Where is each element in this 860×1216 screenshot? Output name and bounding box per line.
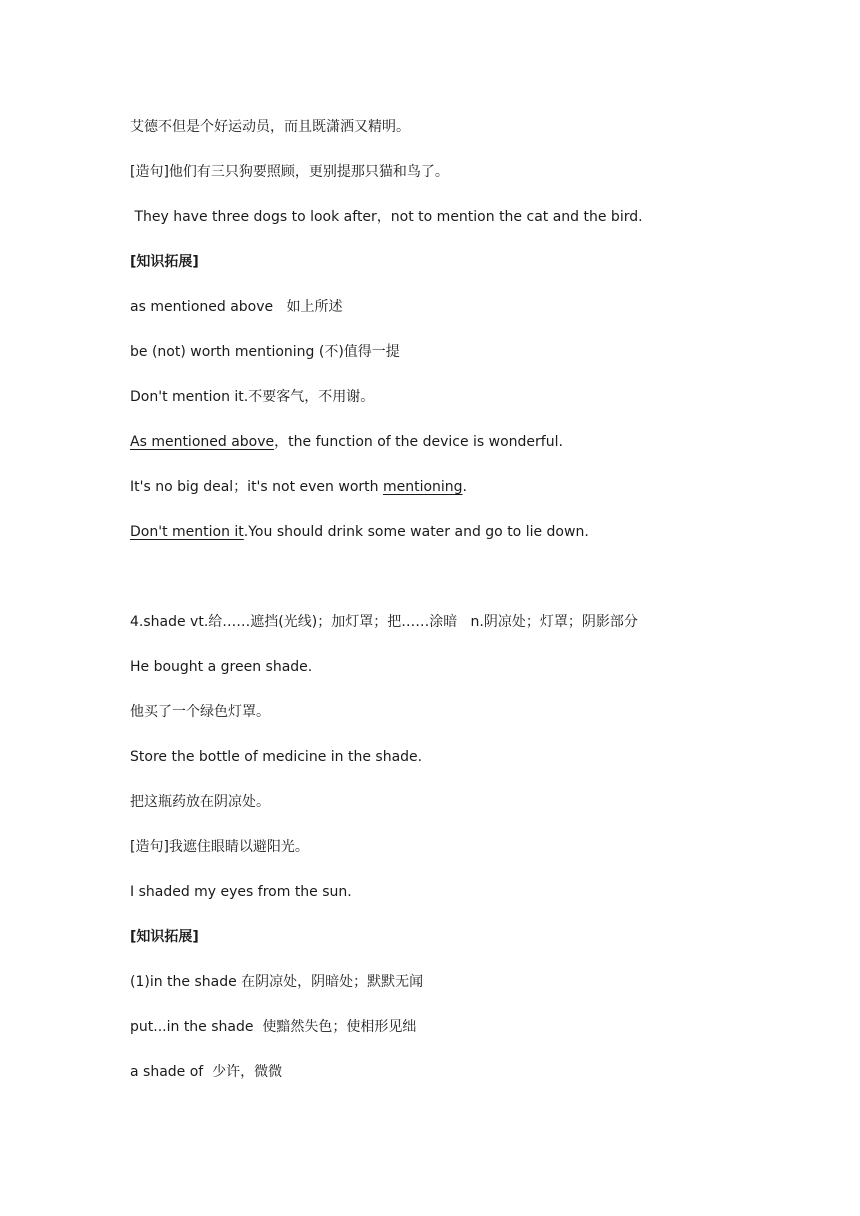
text-line: as mentioned above 如上所述 (130, 299, 343, 315)
text-segment: .You should drink some water and go to lie down. (243, 524, 589, 540)
text-line: 把这瓶药放在阴凉处。 (130, 794, 270, 810)
text-line (130, 522, 589, 542)
text-line: 艾德不但是个好运动员，而且既潇洒又精明。 (130, 119, 410, 135)
text-line: put...in the shade 使黯然失色；使相形见绌 (130, 1019, 417, 1035)
underlined-phrase: mentioning (382, 479, 463, 495)
underlined-phrase: Don't mention it (130, 524, 244, 540)
text-line: They have three dogs to look after，not to mention the cat and the bird. (130, 209, 643, 225)
text-line: be (not) worth mentioning (不)值得一提 (130, 344, 400, 360)
text-line (130, 432, 563, 452)
underlined-phrase: As mentioned above (130, 434, 275, 450)
text-line: I shaded my eyes from the sun. (130, 884, 352, 900)
text-line: He bought a green shade. (130, 659, 313, 675)
text-segment: It's no big deal；it's not even worth (130, 479, 383, 495)
text-line: (1)in the shade 在阴凉处，阴暗处；默默无闻 (130, 974, 424, 990)
text-line (130, 477, 467, 497)
text-line: Store the bottle of medicine in the shade. (130, 749, 423, 765)
text-line: [造句]他们有三只狗要照顾，更别提那只猫和鸟了。 (130, 164, 449, 180)
text-segment: ，the function of the device is wonderful. (274, 434, 563, 450)
section-heading: [知识拓展] (130, 254, 199, 270)
section-heading: [知识拓展] (130, 929, 199, 945)
text-segment: . (462, 479, 467, 495)
text-line: Don't mention it.不要客气，不用谢。 (130, 389, 375, 405)
text-line: 他买了一个绿色灯罩。 (130, 704, 270, 720)
text-line: [造句]我遮住眼睛以避阳光。 (130, 839, 309, 855)
text-line: a shade of 少许，微微 (130, 1064, 283, 1080)
entry-heading: 4.shade vt.给……遮挡(光线)；加灯罩；把……涂暗 n.阴凉处；灯罩；阴影部分 (130, 614, 638, 630)
